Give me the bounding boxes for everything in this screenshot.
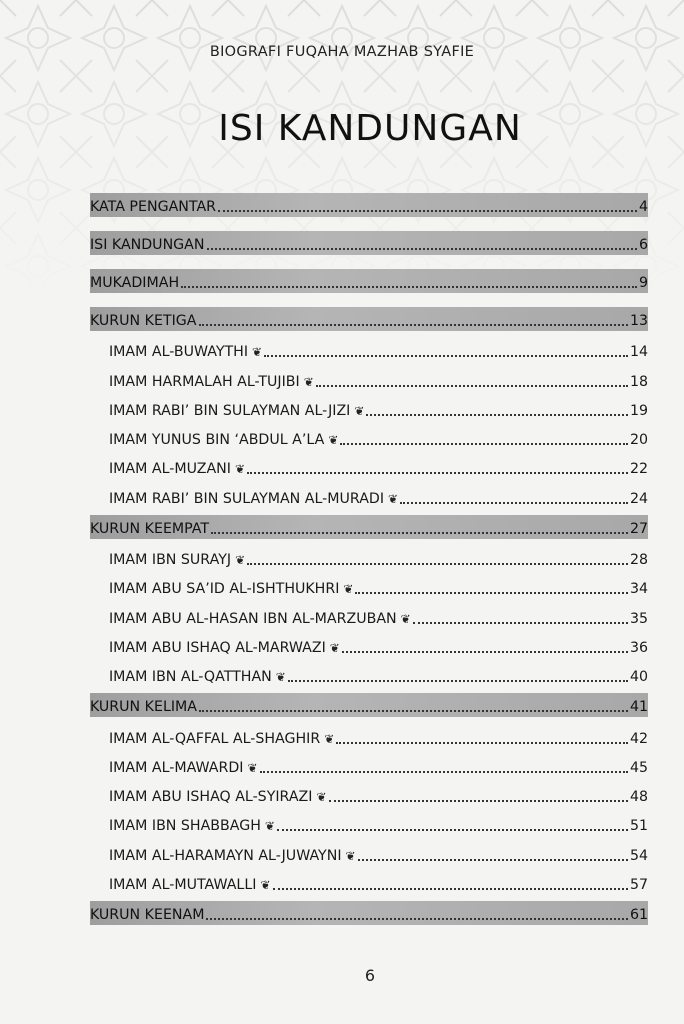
toc-entry-label: IMAM HARMALAH AL-TUJIBI — [109, 373, 300, 390]
honorific-ligature-icon: ❦ — [354, 403, 365, 418]
toc-page-number: 57 — [629, 877, 648, 894]
leader-dots — [400, 502, 628, 504]
leader-dots — [247, 472, 628, 474]
toc-page-number: 14 — [629, 344, 648, 361]
toc-page-number: 28 — [629, 552, 648, 569]
running-header: BIOGRAFI FUQAHA MAZHAB SYAFIE — [209, 44, 475, 60]
toc-entry-label: KURUN KELIMA — [90, 699, 197, 716]
toc-section-row[interactable] — [90, 231, 648, 255]
toc-item-row[interactable] — [90, 809, 648, 838]
toc-entry-label: KURUN KEENAM — [90, 907, 205, 924]
toc-gap — [90, 255, 648, 269]
toc-page-number: 6 — [638, 237, 648, 253]
page-number: 6 — [364, 966, 376, 985]
honorific-ligature-icon: ❦ — [316, 790, 327, 805]
toc-entry-label: IMAM ABU SA’ID AL-ISHTHUKHRI — [109, 581, 340, 598]
leader-dots — [358, 859, 628, 861]
leader-dots — [413, 622, 628, 624]
leader-dots — [211, 532, 628, 534]
honorific-ligature-icon: ❦ — [275, 670, 286, 685]
leader-dots — [207, 248, 637, 250]
leader-dots — [273, 888, 628, 890]
leader-dots — [206, 918, 627, 920]
leader-dots — [288, 680, 628, 682]
leader-dots — [316, 385, 628, 387]
toc-entry-label: IMAM RABI’ BIN SULAYMAN AL-MURADI — [109, 490, 385, 507]
leader-dots — [336, 742, 628, 744]
toc-page-number: 19 — [629, 402, 648, 419]
toc-entry-label: ISI KANDUNGAN — [90, 237, 205, 253]
leader-dots — [355, 592, 627, 594]
leader-dots — [329, 800, 628, 802]
honorific-ligature-icon: ❦ — [247, 760, 258, 775]
leader-dots — [342, 651, 628, 653]
toc-entry-label: IMAM IBN AL-QATTHAN — [109, 669, 272, 686]
toc-page-number: 24 — [629, 490, 648, 507]
leader-dots — [181, 286, 637, 288]
honorific-ligature-icon: ❦ — [264, 819, 275, 834]
leader-dots — [340, 443, 628, 445]
toc-page-number: 13 — [629, 313, 648, 329]
leader-dots — [277, 829, 628, 831]
toc-page-number: 20 — [629, 432, 648, 449]
toc-page-number: 27 — [629, 520, 648, 537]
toc-entry-label: IMAM ABU ISHAQ AL-SYIRAZI — [109, 789, 313, 806]
toc-page-number: 51 — [629, 818, 648, 835]
toc-item-row[interactable] — [90, 868, 648, 897]
toc-entry-label: MUKADIMAH — [90, 275, 180, 291]
toc-page-number: 22 — [629, 461, 648, 478]
leader-dots — [247, 563, 628, 565]
toc-entry-label: IMAM AL-BUWAYTHI — [109, 344, 249, 361]
toc-page-number: 41 — [629, 699, 648, 716]
toc-section-row[interactable] — [90, 193, 648, 217]
honorific-ligature-icon: ❦ — [343, 582, 354, 597]
toc-item-row[interactable] — [90, 721, 648, 750]
honorific-ligature-icon: ❦ — [234, 462, 246, 477]
toc-entry-label: IMAM IBN SHABBAGH — [109, 818, 261, 835]
honorific-ligature-icon: ❦ — [260, 878, 271, 893]
toc-page-number: 42 — [629, 730, 648, 747]
toc-entry-label: KATA PENGANTAR — [90, 199, 217, 215]
honorific-ligature-icon: ❦ — [328, 433, 339, 448]
honorific-ligature-icon: ❦ — [345, 848, 356, 863]
toc-entry-label: IMAM RABI’ BIN SULAYMAN AL-JIZI — [109, 402, 351, 419]
toc-item-row[interactable] — [90, 423, 648, 452]
toc-item-row[interactable] — [90, 481, 648, 510]
toc-entry-label: IMAM ABU ISHAQ AL-MARWAZI — [109, 639, 326, 656]
toc-entry-label: IMAM AL-HARAMAYN AL-JUWAYNI — [109, 847, 342, 864]
toc-item-row[interactable] — [90, 838, 648, 867]
toc-section-row[interactable] — [90, 693, 648, 717]
toc-item-row[interactable] — [90, 394, 648, 423]
toc-item-row[interactable] — [90, 572, 648, 601]
toc-entry-label: IMAM AL-MAWARDI — [109, 759, 244, 776]
toc-page-number: 48 — [629, 789, 648, 806]
toc-entry-label: IMAM ABU AL-HASAN IBN AL-MARZUBAN — [109, 610, 397, 627]
toc-entry-label: IMAM IBN SURAYJ — [109, 552, 232, 569]
page-title: ISI KANDUNGAN — [218, 108, 522, 149]
toc-page-number: 18 — [629, 373, 648, 390]
toc-page-number: 4 — [638, 199, 648, 215]
toc-page-number: 45 — [629, 759, 648, 776]
toc-page-number: 9 — [638, 275, 648, 291]
leader-dots — [218, 210, 637, 212]
leader-dots — [366, 414, 628, 416]
toc-section-row[interactable] — [90, 269, 648, 293]
toc-page-number: 40 — [629, 669, 648, 686]
honorific-ligature-icon: ❦ — [324, 731, 335, 746]
toc-item-row[interactable] — [90, 751, 648, 780]
toc-gap — [90, 217, 648, 231]
toc-item-row[interactable] — [90, 335, 648, 364]
honorific-ligature-icon: ❦ — [303, 374, 314, 389]
toc-item-row[interactable] — [90, 452, 648, 481]
toc-item-row[interactable] — [90, 364, 648, 393]
toc-entry-label: KURUN KETIGA — [90, 313, 197, 329]
toc-entry-label: KURUN KEEMPAT — [90, 520, 210, 537]
toc-item-row[interactable] — [90, 631, 648, 660]
toc-item-row[interactable] — [90, 543, 648, 572]
honorific-ligature-icon: ❦ — [388, 491, 399, 506]
leader-dots — [264, 355, 628, 357]
toc-entry-label: IMAM AL-QAFFAL AL-SHAGHIR — [109, 730, 321, 747]
toc-entry-label: IMAM AL-MUZANI — [109, 461, 231, 478]
honorific-ligature-icon: ❦ — [252, 345, 263, 360]
toc-section-row[interactable] — [90, 515, 648, 539]
toc-entry-label: IMAM AL-MUTAWALLI — [109, 877, 257, 894]
toc-item-row[interactable] — [90, 601, 648, 630]
honorific-ligature-icon: ❦ — [235, 553, 246, 568]
toc-page-number: 36 — [629, 639, 648, 656]
toc-entry-label: IMAM YUNUS BIN ‘ABDUL A’LA — [109, 432, 325, 449]
toc-page-number: 34 — [629, 581, 648, 598]
honorific-ligature-icon: ❦ — [329, 640, 340, 655]
leader-dots — [199, 324, 628, 326]
honorific-ligature-icon: ❦ — [400, 611, 411, 626]
toc-item-row[interactable] — [90, 660, 648, 689]
leader-dots — [260, 771, 628, 773]
table-of-contents — [90, 193, 648, 925]
toc-section-row[interactable] — [90, 901, 648, 925]
toc-page-number: 54 — [629, 847, 648, 864]
toc-page-number: 35 — [629, 610, 648, 627]
toc-section-row[interactable] — [90, 307, 648, 331]
leader-dots — [199, 710, 628, 712]
toc-gap — [90, 293, 648, 307]
toc-item-row[interactable] — [90, 780, 648, 809]
toc-page-number: 61 — [629, 907, 648, 924]
